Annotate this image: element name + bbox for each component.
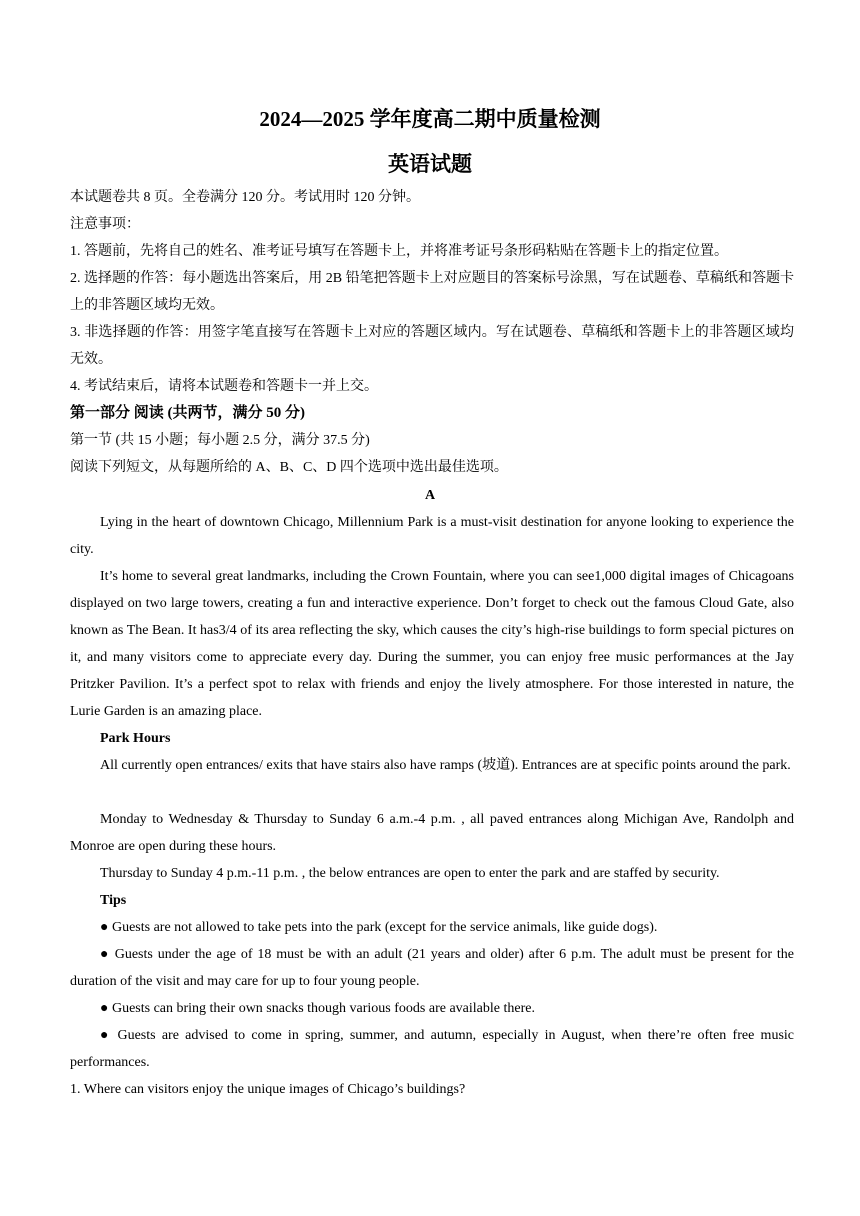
notice-item-3: 3. 非选择题的作答：用签字笔直接写在答题卡上对应的答题区域内。写在试题卷、草稿纸和答题卡上的非答题区域均无效。 [70,325,794,367]
tip-item: ● Guests can bring their own snacks though various foods are available there. [100,1001,535,1016]
section-instruction: 阅读下列短文，从每题所给的 A、B、C、D 四个选项中选出最佳选项。 [70,460,508,475]
tip-item: ● Guests are advised to come in spring, summer, and autumn, especially in August, when there’re often free music performances. [70,1028,794,1070]
question-1: 1. Where can visitors enjoy the unique images of Chicago’s buildings? [70,1082,466,1097]
passage-paragraph-1: Lying in the heart of downtown Chicago, Millennium Park is a must-visit destination for anyone looking to experience the city. [70,515,794,557]
notice-item-4: 4. 考试结束后，请将本试题卷和答题卡一并上交。 [70,379,378,394]
park-hours-heading: Park Hours [100,731,171,746]
section-heading: 第一节 (共 15 小题；每小题 2.5 分，满分 37.5 分) [70,433,370,448]
park-hours-paragraph-3: Thursday to Sunday 4 p.m.-11 p.m. , the below entrances are open to enter the park and are staffed by security. [100,866,720,881]
notice-item-2: 2. 选择题的作答：每小题选出答案后，用 2B 铅笔把答题卡上对应题目的答案标号涂黑，写在试题卷、草稿纸和答题卡上的非答题区域均无效。 [70,271,794,313]
tip-item: ● Guests under the age of 18 must be with an adult (21 years and older) after 6 p.m. The adult must be present for the duration of the visit and may care for up to four young people. [70,947,794,989]
park-hours-paragraph-2: Monday to Wednesday & Thursday to Sunday 6 a.m.-4 p.m. , all paved entrances along Michigan Ave, Randolph and Monroe are open during these hours. [70,812,794,854]
notice-heading: 注意事项： [70,217,140,232]
passage-label: A [424,488,436,503]
park-hours-paragraph-1: All currently open entrances/ exits that have stairs also have ramps (坡道). Entrances are at specific points around the park. [100,758,791,773]
tip-item: ● Guests are not allowed to take pets into the park (except for the service animals, like guide dogs). [100,920,658,935]
passage-paragraph-2: It’s home to several great landmarks, including the Crown Fountain, where you can see1,000 digital images of Chicagoans displayed on two large towers, creating a fun and interactive experience. Don’t forget to check out the famous Cloud Gate, also known as The Bean. It has3/4 of its area reflecting the sky, which causes the city’s high-rise buildings to form special pictures on it, and many visitors come to appreciate every day. During the summer, you can enjoy free music performances at the Jay Pritzker Pavilion. It’s a perfect spot to relax with friends and enjoy the lively atmosphere. For those interested in nature, the Lurie Garden is an amazing place. [70,569,794,719]
exam-summary: 本试题卷共 8 页。全卷满分 120 分。考试用时 120 分钟。 [70,190,420,205]
exam-title: 2024—2025 学年度高二期中质量检测 [259,107,601,131]
part-heading: 第一部分 阅读 (共两节，满分 50 分) [70,405,305,421]
tips-heading: Tips [100,893,127,908]
notice-item-1: 1. 答题前，先将自己的姓名、准考证号填写在答题卡上，并将准考证号条形码粘贴在答题卡上的指定位置。 [70,244,728,259]
exam-subject-title: 英语试题 [388,152,472,176]
